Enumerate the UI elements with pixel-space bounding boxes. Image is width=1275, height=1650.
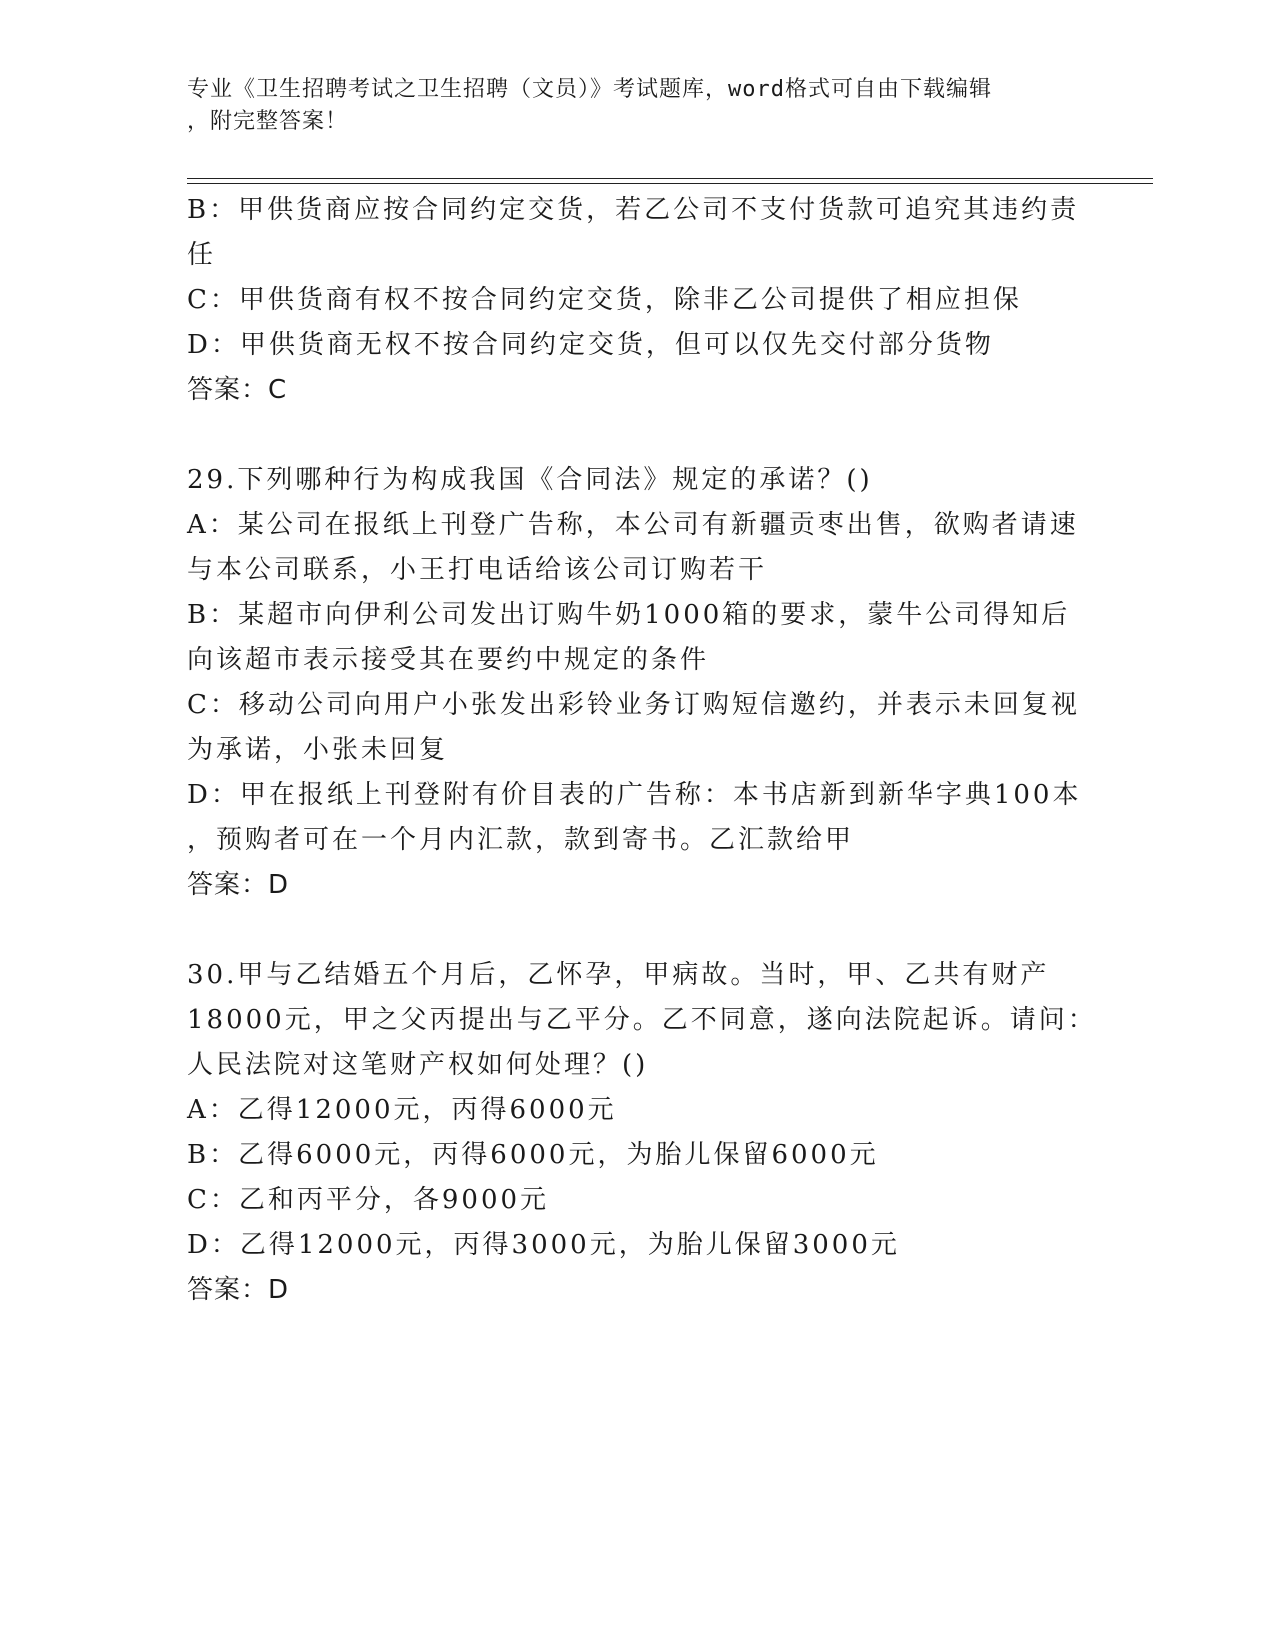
option-c: C：乙和丙平分，各9000元 xyxy=(187,1185,550,1215)
header-divider-top xyxy=(187,178,1153,179)
question-29 xyxy=(187,458,1082,908)
option-a-line-1: A：某公司在报纸上刊登广告称，本公司有新疆贡枣出售，欲购者请速 xyxy=(187,510,1079,540)
question-stem: 29.下列哪种行为构成我国《合同法》规定的承诺？() xyxy=(187,465,873,495)
answer: 答案：D xyxy=(187,1275,290,1305)
question-30 xyxy=(187,953,1097,1313)
header-line-1: 专业《卫生招聘考试之卫生招聘（文员）》考试题库，word格式可自由下载编辑 xyxy=(187,77,992,102)
option-c-line-2: 为承诺，小张未回复 xyxy=(187,735,449,765)
document-header xyxy=(187,74,1067,138)
question-stem-line-2: 18000元，甲之父丙提出与乙平分。乙不同意，遂向法院起诉。请问： xyxy=(187,1005,1097,1035)
question-stem-line-1: 30.甲与乙结婚五个月后，乙怀孕，甲病故。当时，甲、乙共有财产 xyxy=(187,960,1050,990)
option-d: D：乙得12000元，丙得3000元，为胎儿保留3000元 xyxy=(187,1230,900,1260)
header-divider-bottom xyxy=(187,183,1153,184)
option-b: B：乙得6000元，丙得6000元，为胎儿保留6000元 xyxy=(187,1140,879,1170)
option-b-line-2: 向该超市表示接受其在要约中规定的条件 xyxy=(187,645,710,675)
question-28-tail xyxy=(187,188,1080,413)
option-c: C：甲供货商有权不按合同约定交货，除非乙公司提供了相应担保 xyxy=(187,285,1022,315)
option-b-line-1: B：甲供货商应按合同约定交货，若乙公司不支付货款可追究其违约责 xyxy=(187,195,1080,225)
option-d: D：甲供货商无权不按合同约定交货，但可以仅先交付部分货物 xyxy=(187,330,994,360)
question-stem-line-3: 人民法院对这笔财产权如何处理？() xyxy=(187,1050,649,1080)
option-a-line-2: 与本公司联系，小王打电话给该公司订购若干 xyxy=(187,555,768,585)
option-b-line-1: B：某超市向伊利公司发出订购牛奶1000箱的要求，蒙牛公司得知后 xyxy=(187,600,1071,630)
option-c-line-1: C：移动公司向用户小张发出彩铃业务订购短信邀约，并表示未回复视 xyxy=(187,690,1080,720)
option-d-line-1: D：甲在报纸上刊登附有价目表的广告称：本书店新到新华字典100本 xyxy=(187,780,1082,810)
header-line-2: ，附完整答案！ xyxy=(187,109,349,134)
question-content xyxy=(187,188,1097,1313)
answer: 答案：D xyxy=(187,870,290,900)
option-d-line-2: ，预购者可在一个月内汇款，款到寄书。乙汇款给甲 xyxy=(187,825,855,855)
option-b-line-2: 任 xyxy=(187,240,217,270)
answer: 答案：C xyxy=(187,375,288,405)
option-a: A：乙得12000元，丙得6000元 xyxy=(187,1095,617,1125)
